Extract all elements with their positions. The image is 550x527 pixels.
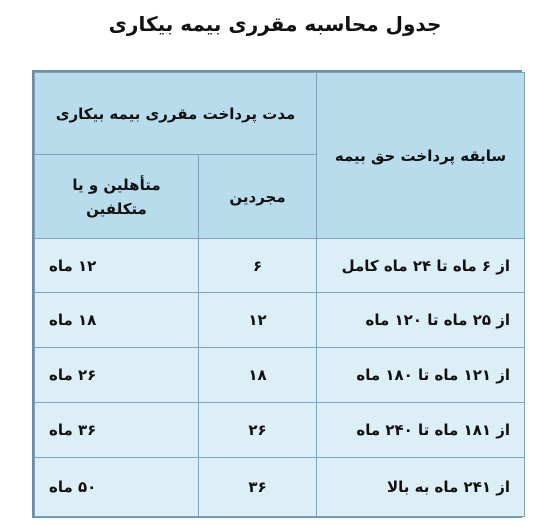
table-row xyxy=(35,239,525,293)
cell-married: ۳۶ ماه xyxy=(35,403,199,458)
page-title: جدول محاسبه مقرری بیمه بیکاری xyxy=(108,12,442,36)
cell-history: از ۶ ماه تا ۲۴ ماه کامل xyxy=(317,239,525,293)
unemployment-table xyxy=(34,72,525,517)
cell-married: ۱۲ ماه xyxy=(35,239,199,293)
cell-single: ۲۶ xyxy=(199,403,317,458)
header-single: مجردین xyxy=(199,155,317,239)
cell-history: از ۲۵ ماه تا ۱۲۰ ماه xyxy=(317,293,525,348)
cell-history: از ۲۴۱ ماه به بالا xyxy=(317,458,525,517)
header-duration: مدت پرداخت مقرری بیمه بیکاری xyxy=(35,73,317,155)
cell-married: ۲۶ ماه xyxy=(35,348,199,403)
cell-single: ۳۶ xyxy=(199,458,317,517)
cell-married: ۵۰ ماه xyxy=(35,458,199,517)
table-row xyxy=(35,348,525,403)
table-row xyxy=(35,403,525,458)
table-row xyxy=(35,458,525,517)
cell-history: از ۱۲۱ ماه تا ۱۸۰ ماه xyxy=(317,348,525,403)
header-married: متأهلین و یا متکلفین xyxy=(35,155,199,239)
cell-single: ۱۸ xyxy=(199,348,317,403)
table-row xyxy=(35,293,525,348)
cell-history: از ۱۸۱ ماه تا ۲۴۰ ماه xyxy=(317,403,525,458)
unemployment-table-frame xyxy=(32,70,522,518)
cell-single: ۶ xyxy=(199,239,317,293)
header-history: سابقه پرداخت حق بیمه xyxy=(317,73,525,239)
cell-single: ۱۲ xyxy=(199,293,317,348)
cell-married: ۱۸ ماه xyxy=(35,293,199,348)
